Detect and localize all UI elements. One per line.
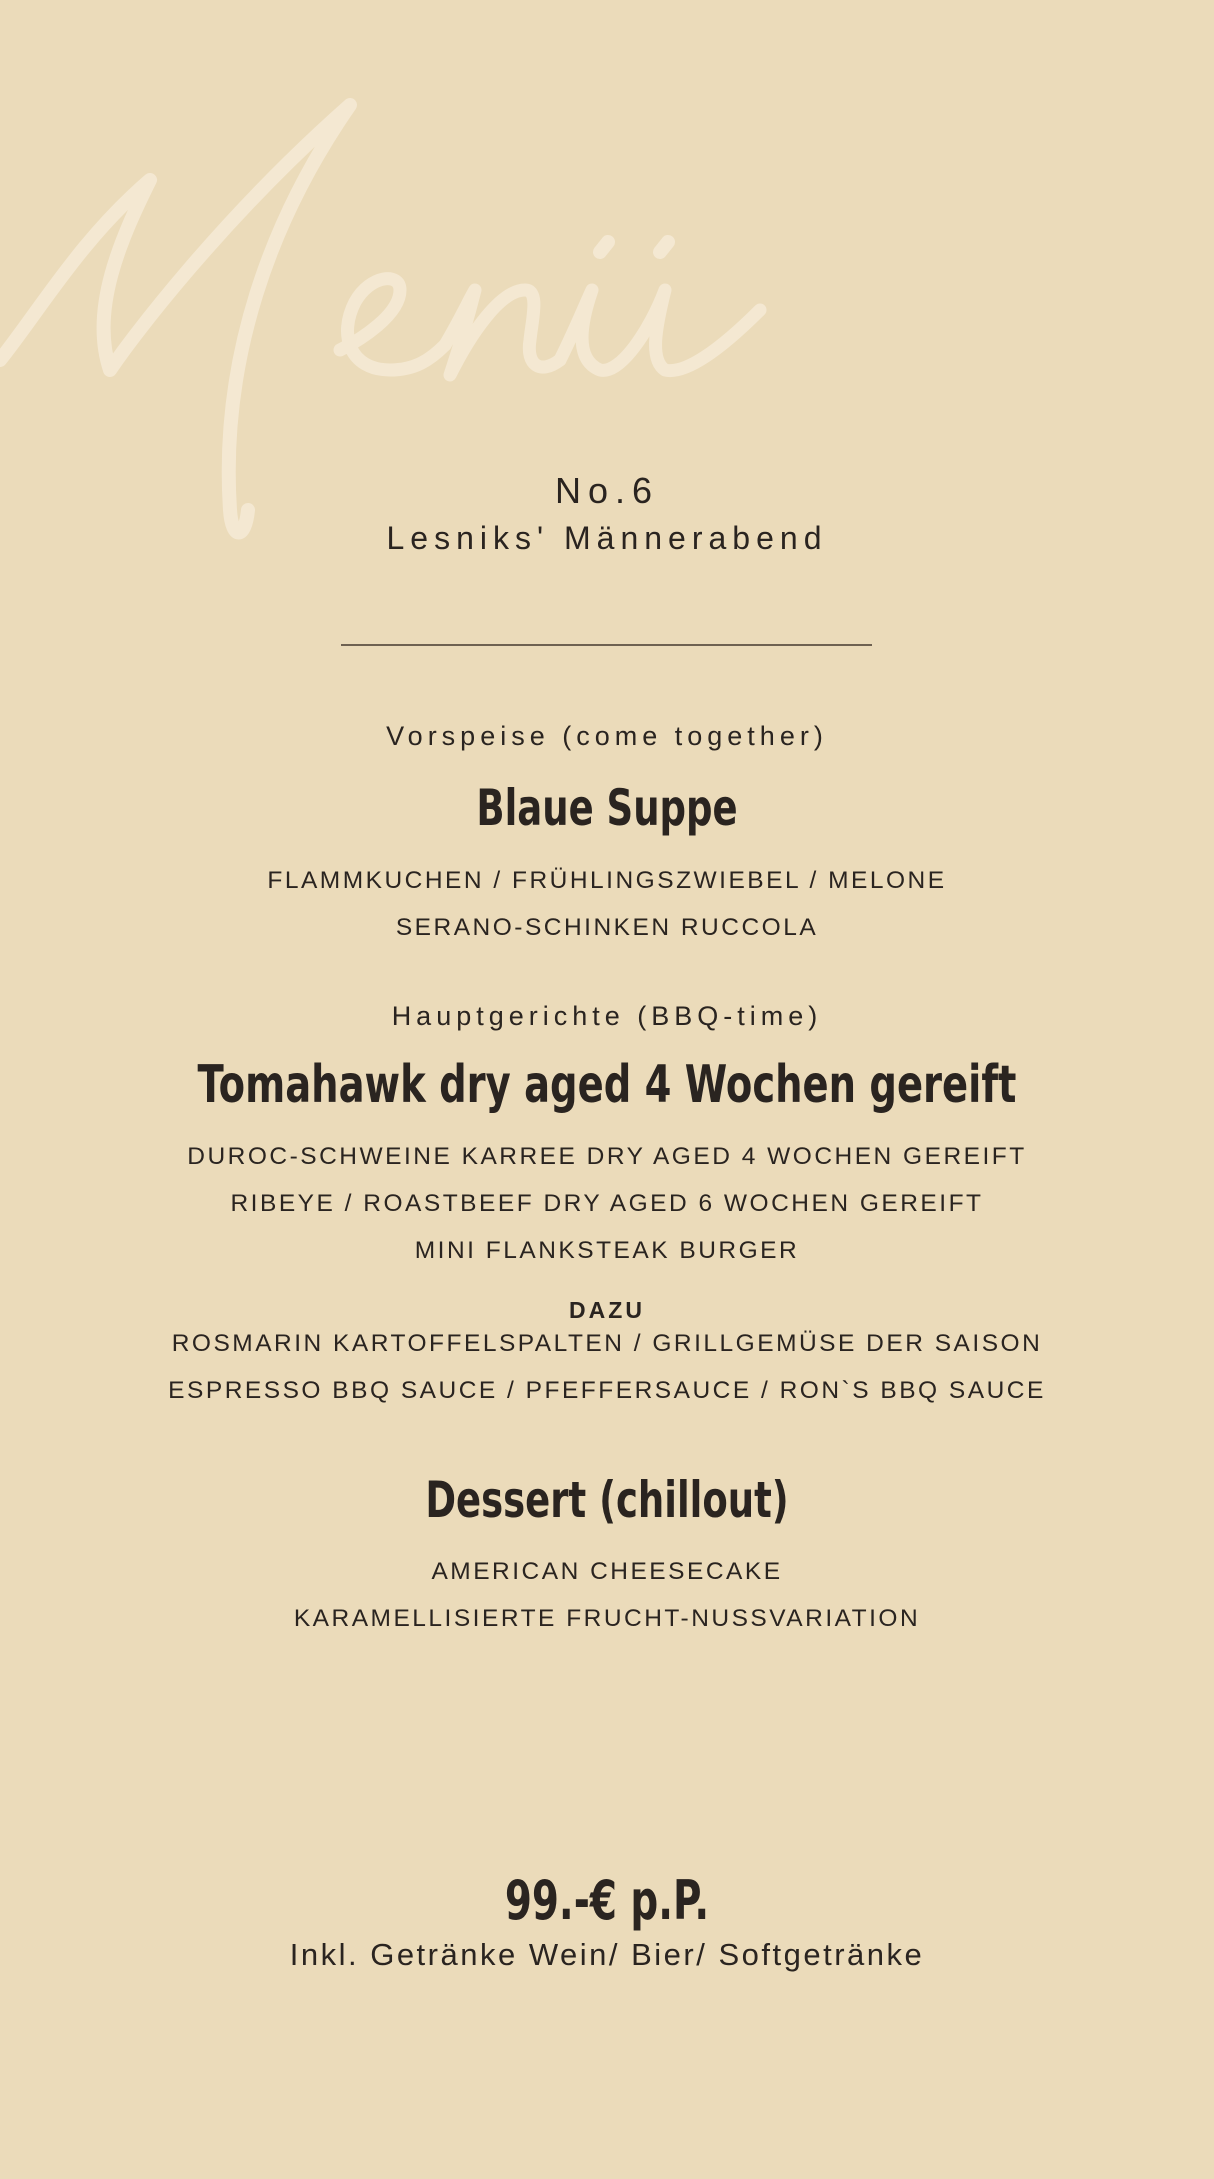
side-item: ESPRESSO BBQ SAUCE / PFEFFERSAUCE / RON`S BBQ SAUCE (168, 1377, 1046, 1404)
dessert-item: KARAMELLISIERTE FRUCHT-NUSSVARIATION (293, 1605, 921, 1632)
divider (341, 644, 872, 646)
dessert-dish: Dessert (chillout) (425, 1471, 789, 1529)
main-item: MINI FLANKSTEAK BURGER (414, 1237, 800, 1264)
starter-dish: Blaue Suppe (476, 779, 738, 837)
menu-number: No.6 (554, 470, 660, 511)
sides-label: DAZU (569, 1297, 645, 1323)
main-label: Hauptgerichte (BBQ-time) (391, 1001, 823, 1031)
dessert-item: AMERICAN CHEESECAKE (431, 1558, 783, 1585)
main-dish: Tomahawk dry aged 4 Wochen gereift (197, 1055, 1017, 1115)
side-item: ROSMARIN KARTOFFELSPALTEN / GRILLGEMÜSE DER SAISON (171, 1330, 1043, 1357)
menu-subtitle: Lesniks' Männerabend (386, 520, 828, 556)
starter-label: Vorspeise (come together) (386, 721, 828, 751)
main-item: DUROC-SCHWEINE KARREE DRY AGED 4 WOCHEN GEREIFT (187, 1143, 1027, 1170)
price: 99.-€ p.P. (504, 1869, 710, 1932)
starter-item: FLAMMKUCHEN / FRÜHLINGSZWIEBEL / MELONE (267, 867, 947, 894)
price-includes: Inkl. Getränke Wein/ Bier/ Softgetränke (289, 1937, 925, 1972)
main-item: RIBEYE / ROASTBEEF DRY AGED 6 WOCHEN GEREIFT (230, 1190, 984, 1217)
starter-item: SERANO-SCHINKEN RUCCOLA (395, 914, 819, 941)
